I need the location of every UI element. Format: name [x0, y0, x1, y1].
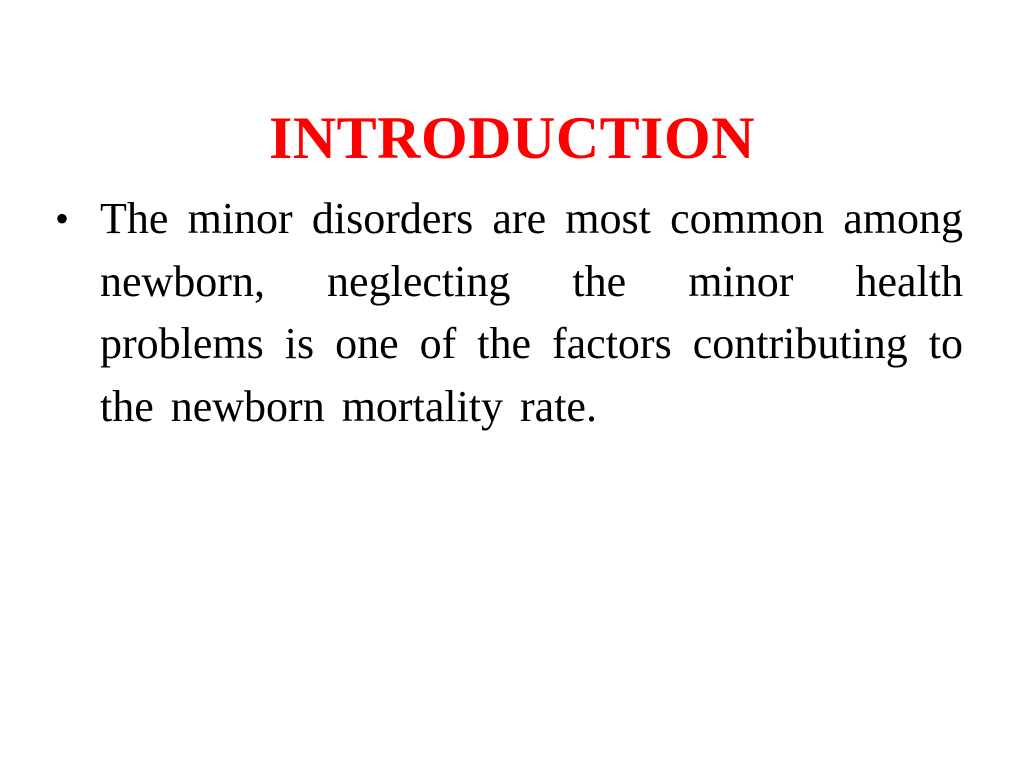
bullet-text: The minor disorders are most common among newborn, neglecting the minor health problems is one of the factors contributing to the newborn mortality rate.: [100, 194, 963, 431]
bullet-icon: •: [55, 196, 70, 241]
bullet-item: [55, 188, 963, 438]
bullet-list: [55, 188, 963, 438]
slide-title: INTRODUCTION: [268, 105, 756, 172]
